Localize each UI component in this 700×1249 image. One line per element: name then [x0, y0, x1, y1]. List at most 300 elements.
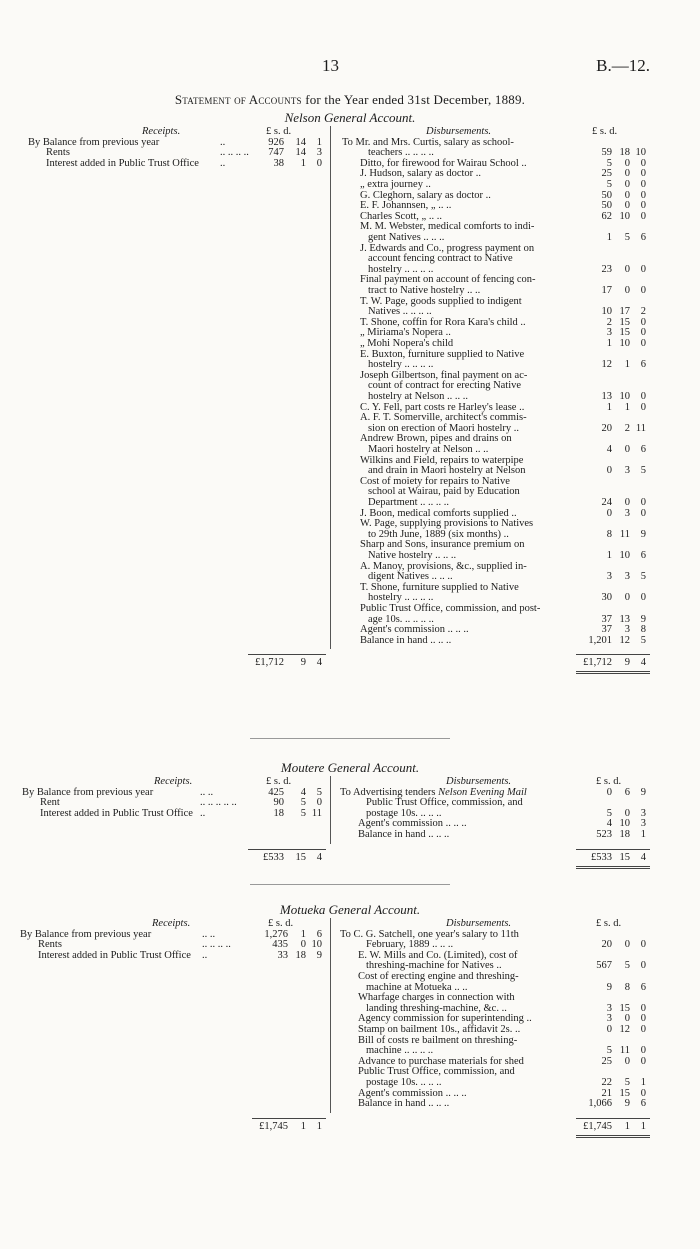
disbursement-line: machine .. .. .. .. — [366, 1045, 434, 1057]
disbursement-pounds: 21 — [601, 1087, 612, 1099]
disbursement-pounds: 17 — [601, 285, 612, 296]
receipt-pounds: 425 — [268, 786, 284, 798]
disbursement-pounds: 1,201 — [588, 634, 612, 646]
receipt-leader: .. .. — [202, 928, 216, 940]
disbursement-line: Native hostelry .. .. .. — [368, 550, 457, 561]
receipt-pence: 0 — [316, 797, 322, 809]
receipt-leader: .. — [220, 157, 226, 169]
disbursement-pence: 0 — [640, 391, 646, 402]
double-rule — [576, 1137, 650, 1138]
receipt-shillings: 18 — [295, 949, 306, 961]
disbursement-pence: 0 — [640, 285, 646, 296]
disbursement-pence: 0 — [640, 592, 646, 604]
disbursement-shillings: 0 — [624, 497, 630, 508]
disbursements-total-pounds: £1,745 — [583, 1120, 612, 1132]
disbursement-pence: 6 — [640, 550, 646, 561]
disbursement-line: postage 10s. .. .. .. — [366, 807, 442, 819]
disbursement-pounds: 0 — [606, 786, 612, 798]
disbursement-pounds: 25 — [601, 168, 612, 180]
disbursement-shillings: 10 — [619, 338, 630, 349]
disbursement-shillings: 15 — [619, 1087, 630, 1099]
disbursement-pence: 9 — [640, 786, 646, 798]
disbursement-pounds: 5 — [606, 179, 612, 190]
disbursement-line: Bill of costs re bailment on threshing- — [358, 1034, 518, 1046]
receipt-label: Interest added in Public Trust Office — [40, 807, 193, 819]
disbursement-pounds: 5 — [606, 157, 612, 169]
disbursement-line: E. F. Johannsen, „ .. .. — [360, 200, 452, 212]
receipt-leader: .. .. — [200, 786, 214, 798]
receipt-pence: 6 — [316, 928, 322, 940]
disbursement-pence: 0 — [640, 263, 646, 275]
disbursement-line: February, 1889 .. .. .. — [366, 939, 454, 951]
disbursement-shillings: 0 — [624, 179, 630, 190]
disbursement-shillings: 0 — [624, 157, 630, 169]
page-title — [0, 92, 700, 108]
disbursement-pence: 0 — [640, 189, 646, 201]
receipt-leader: .. — [220, 136, 226, 148]
disbursement-pence: 0 — [640, 327, 646, 339]
receipts-total-pence: 4 — [316, 851, 322, 863]
receipt-pounds: 926 — [268, 136, 284, 148]
receipt-pounds: 90 — [273, 797, 284, 809]
receipt-label: Interest added in Public Trust Office — [38, 949, 191, 961]
disbursements-lsd-heading: £ s. d. — [596, 776, 622, 787]
disbursement-line: sion on erection of Maori hostelry .. — [368, 422, 520, 434]
receipts-lsd-heading: £ s. d. — [266, 126, 292, 137]
disbursement-pence: 9 — [640, 613, 646, 625]
disbursements-total-pounds: £533 — [591, 851, 612, 863]
double-rule — [576, 673, 650, 674]
disbursement-shillings: 11 — [619, 528, 630, 540]
total-rule — [248, 654, 326, 655]
disbursement-pence: 11 — [635, 422, 646, 434]
receipts-heading: Receipts. — [142, 126, 181, 137]
disbursement-shillings: 10 — [619, 550, 630, 561]
receipt-shillings: 0 — [300, 939, 306, 951]
receipt-shillings: 14 — [295, 136, 306, 148]
receipt-shillings: 4 — [300, 786, 306, 798]
disbursement-line: Advance to purchase materials for shed — [358, 1055, 524, 1067]
disbursement-pence: 0 — [640, 316, 646, 328]
receipt-pence: 9 — [316, 949, 322, 961]
disbursement-line: J. Hudson, salary as doctor .. — [360, 168, 482, 180]
disbursement-pence: 3 — [640, 818, 646, 830]
disbursement-pence: 3 — [640, 807, 646, 819]
disbursement-pounds: 3 — [606, 1002, 612, 1014]
disbursement-pounds: 1 — [606, 550, 612, 561]
disbursement-pounds: 10 — [601, 306, 612, 318]
disbursements-total-shillings: 15 — [619, 851, 630, 863]
receipt-leader: .. — [202, 949, 208, 961]
disbursement-line: Cost of moiety for repairs to Native — [360, 475, 510, 487]
receipt-pence: 10 — [311, 939, 322, 951]
disbursement-pounds: 1 — [606, 232, 612, 243]
disbursement-pounds: 22 — [601, 1077, 612, 1088]
disbursement-line: C. Y. Fell, part costs re Harley's lease .. — [360, 401, 525, 413]
disbursement-line: E. W. Mills and Co. (Limited), cost of — [358, 949, 518, 961]
disbursement-pence: 0 — [640, 507, 646, 519]
disbursement-line: W. Page, supplying provisions to Natives — [360, 518, 534, 530]
disbursement-line: T. Shone, furniture supplied to Native — [360, 581, 519, 593]
receipt-leader: .. .. .. .. — [202, 939, 231, 951]
page-title-rest: for the Year ended 31st December, 1889. — [301, 92, 526, 107]
disbursement-pence: 9 — [640, 528, 646, 540]
receipt-shillings: 1 — [300, 157, 306, 169]
receipt-label: Rents — [38, 939, 62, 951]
disbursement-pounds: 30 — [601, 592, 612, 604]
disbursement-shillings: 0 — [624, 1055, 630, 1067]
receipt-leader: .. .. .. .. — [220, 147, 249, 159]
disbursement-line: Maori hostelry at Nelson .. .. — [368, 444, 489, 455]
disbursement-pence: 0 — [640, 1013, 646, 1025]
page-title-main: Statement of Accounts — [174, 92, 302, 107]
disbursement-pence: 5 — [640, 634, 646, 646]
disbursement-shillings: 3 — [624, 571, 630, 583]
double-rule — [576, 671, 650, 672]
disbursement-line: A. Manoy, provisions, &c., supplied in- — [360, 560, 527, 572]
disbursement-pounds: 0 — [606, 465, 612, 477]
disbursement-line: Balance in hand .. .. .. — [358, 829, 450, 840]
disbursement-pounds: 1 — [606, 401, 612, 413]
page-code: B.—12. — [596, 56, 650, 75]
disbursement-pounds: 523 — [596, 829, 612, 840]
disbursement-shillings: 3 — [624, 465, 630, 477]
disbursement-line: Stamp on bailment 10s., affidavit 2s. .. — [358, 1024, 521, 1035]
receipts-heading: Receipts. — [152, 918, 191, 929]
double-rule — [576, 866, 650, 867]
disbursement-shillings: 12 — [619, 634, 630, 646]
disbursement-line: hostelry at Nelson .. .. .. — [368, 391, 469, 402]
disbursement-shillings: 1 — [624, 401, 630, 413]
receipt-label: Interest added in Public Trust Office — [46, 157, 199, 169]
disbursement-line: Ditto, for firewood for Wairau School .. — [360, 157, 527, 169]
disbursement-shillings: 0 — [624, 263, 630, 275]
disbursement-shillings: 10 — [619, 210, 630, 222]
disbursement-pence: 6 — [640, 1098, 646, 1110]
disbursement-line: landing threshing-machine, &c. .. — [366, 1002, 507, 1014]
disbursements-total-shillings: 1 — [624, 1120, 630, 1132]
newspaper-name: Nelson Evening Mail — [435, 786, 527, 798]
disbursement-line: machine at Motueka .. .. — [366, 981, 468, 993]
column-divider — [330, 776, 331, 844]
disbursement-shillings: 5 — [624, 960, 630, 972]
disbursement-pence: 6 — [640, 981, 646, 993]
disbursement-shillings: 0 — [624, 939, 630, 951]
disbursement-pence: 6 — [640, 232, 646, 243]
disbursement-shillings: 0 — [624, 168, 630, 180]
receipts-total-pounds: £1,745 — [259, 1120, 288, 1132]
disbursement-line: threshing-machine for Natives .. — [366, 960, 502, 972]
disbursement-line: Agent's commission .. .. .. — [358, 1087, 467, 1099]
disbursement-line: Public Trust Office, commission, and — [358, 1066, 515, 1078]
total-rule — [576, 1118, 650, 1119]
receipt-pence: 5 — [316, 786, 322, 798]
motueka-account-title: Motueka General Account. — [279, 902, 421, 917]
disbursement-pounds: 50 — [601, 200, 612, 212]
disbursement-pounds: 5 — [606, 1045, 612, 1057]
disbursement-shillings: 11 — [619, 1045, 630, 1057]
disbursements-heading: Disbursements. — [446, 776, 512, 787]
disbursement-shillings: 0 — [624, 444, 630, 455]
disbursement-pounds: 13 — [601, 391, 612, 402]
disbursement-pence: 6 — [640, 444, 646, 455]
disbursement-line: hostelry .. .. .. .. — [368, 592, 434, 604]
column-divider — [330, 918, 331, 1113]
disbursement-pence: 1 — [640, 829, 646, 840]
disbursement-line: account fencing contract to Native — [368, 253, 513, 265]
receipt-pence: 11 — [311, 807, 322, 819]
receipts-heading: Receipts. — [154, 776, 193, 787]
receipts-lsd-heading: £ s. d. — [266, 776, 292, 787]
disbursement-shillings: 10 — [619, 391, 630, 402]
disbursement-shillings: 18 — [619, 147, 630, 159]
disbursement-pounds: 2 — [606, 316, 612, 328]
disbursement-pence: 8 — [640, 624, 646, 636]
disbursement-line: J. Edwards and Co., progress payment on — [360, 242, 535, 254]
disbursement-pounds: 0 — [606, 1024, 612, 1035]
disbursement-line: Department .. .. .. .. — [368, 497, 450, 508]
disbursement-line: „ extra journey .. — [360, 179, 431, 190]
total-rule — [576, 849, 650, 850]
disbursement-pounds: 4 — [606, 818, 612, 830]
disbursement-shillings: 6 — [624, 786, 630, 798]
receipt-pounds: 33 — [277, 949, 288, 961]
disbursements-heading: Disbursements. — [426, 126, 492, 137]
disbursement-shillings: 2 — [624, 422, 630, 434]
disbursement-pounds: 3 — [606, 571, 612, 583]
disbursement-line: Cost of erecting engine and threshing- — [358, 971, 519, 982]
disbursements-total-shillings: 9 — [624, 657, 630, 669]
disbursement-line: Sharp and Sons, insurance premium on — [360, 539, 525, 551]
disbursement-shillings: 5 — [624, 1077, 630, 1088]
double-rule — [576, 868, 650, 869]
disbursement-pounds: 3 — [606, 1013, 612, 1025]
disbursement-pounds: 37 — [601, 624, 612, 636]
disbursement-pounds: 9 — [606, 981, 612, 993]
disbursement-line: To C. G. Satchell, one year's salary to 11th — [340, 928, 519, 940]
disbursement-pence: 5 — [640, 465, 646, 477]
disbursement-pounds: 12 — [601, 359, 612, 371]
disbursement-pounds: 20 — [601, 939, 612, 951]
disbursement-line: To Mr. and Mrs. Curtis, salary as school- — [342, 136, 514, 148]
disbursement-shillings: 18 — [619, 829, 630, 840]
receipt-pounds: 747 — [268, 147, 284, 159]
disbursement-line: Joseph Gilbertson, final payment on ac- — [360, 369, 528, 381]
disbursement-shillings: 12 — [619, 1024, 630, 1035]
disbursement-pence: 0 — [640, 960, 646, 972]
disbursement-pence: 0 — [640, 338, 646, 349]
disbursement-pence: 0 — [640, 1087, 646, 1099]
disbursement-pounds: 5 — [606, 807, 612, 819]
receipts-total-shillings: 1 — [300, 1120, 306, 1132]
disbursement-pence: 1 — [640, 1077, 646, 1088]
disbursement-shillings: 3 — [624, 624, 630, 636]
disbursement-line: G. Cleghorn, salary as doctor .. — [360, 189, 491, 201]
disbursements-total-pence: 1 — [640, 1120, 646, 1132]
disbursement-pounds: 23 — [601, 263, 612, 275]
disbursement-line: Public Trust Office, commission, and post- — [360, 603, 541, 614]
disbursement-pounds: 1,066 — [588, 1098, 612, 1110]
disbursement-line: Wilkins and Field, repairs to waterpipe — [360, 454, 524, 466]
disbursements-total-pounds: £1,712 — [583, 657, 612, 669]
disbursement-pounds: 8 — [606, 528, 612, 540]
receipt-label: By Balance from previous year — [22, 786, 154, 798]
disbursement-pence: 10 — [635, 147, 646, 159]
disbursement-pence: 0 — [640, 168, 646, 180]
disbursement-shillings: 0 — [624, 200, 630, 212]
disbursement-pounds: 1 — [606, 338, 612, 349]
disbursements-total-pence: 4 — [640, 851, 646, 863]
moutere-account-title: Moutere General Account. — [280, 760, 420, 775]
disbursement-line: M. M. Webster, medical comforts to indi- — [360, 221, 535, 233]
disbursement-line: T. W. Page, goods supplied to indigent — [360, 295, 522, 307]
disbursement-shillings: 0 — [624, 807, 630, 819]
disbursement-line: „ Mohi Nopera's child — [360, 338, 454, 349]
disbursement-pounds: 50 — [601, 189, 612, 201]
disbursement-pence: 5 — [640, 571, 646, 583]
receipts-total-pence: 1 — [316, 1120, 322, 1132]
column-divider — [330, 126, 331, 649]
receipt-pounds: 38 — [273, 157, 284, 169]
disbursement-shillings: 0 — [624, 189, 630, 201]
receipt-label: Rents — [46, 147, 70, 159]
receipt-pounds: 1,276 — [264, 928, 288, 940]
disbursement-line: T. Shone, coffin for Rora Kara's child .. — [360, 316, 526, 328]
total-rule — [252, 1118, 326, 1119]
receipt-leader: .. — [200, 807, 206, 819]
receipt-leader: .. .. .. .. .. — [200, 797, 237, 809]
disbursement-pounds: 37 — [601, 613, 612, 625]
double-rule — [576, 1135, 650, 1136]
disbursement-pounds: 59 — [601, 147, 612, 159]
receipt-shillings: 5 — [300, 807, 306, 819]
disbursement-shillings: 17 — [619, 306, 630, 318]
disbursement-line: To Advertising tenders Nelson Evening Mail — [340, 786, 527, 798]
disbursement-pence: 0 — [640, 1045, 646, 1057]
receipt-pounds: 435 — [272, 939, 288, 951]
disbursement-line: gent Natives .. .. .. — [368, 232, 445, 243]
disbursement-pence: 0 — [640, 1024, 646, 1035]
disbursement-shillings: 0 — [624, 285, 630, 296]
receipt-shillings: 14 — [295, 147, 306, 159]
disbursement-line: Final payment on account of fencing con- — [360, 274, 536, 286]
disbursement-line: A. F. T. Somerville, architect's commis- — [360, 412, 527, 424]
disbursement-line: E. Buxton, furniture supplied to Native — [360, 348, 525, 360]
receipt-label: By Balance from previous year — [20, 928, 152, 940]
total-rule — [248, 849, 326, 850]
disbursement-pence: 0 — [640, 157, 646, 169]
disbursement-line: Charles Scott, „ .. .. — [360, 210, 442, 222]
disbursements-heading: Disbursements. — [446, 918, 512, 929]
disbursement-pounds: 567 — [596, 960, 612, 972]
disbursement-pounds: 0 — [606, 507, 612, 519]
disbursement-pence: 0 — [640, 200, 646, 212]
disbursement-shillings: 13 — [619, 613, 630, 625]
disbursement-pence: 0 — [640, 401, 646, 413]
disbursement-pence: 2 — [640, 306, 646, 318]
page-number: 13 — [322, 56, 339, 75]
disbursement-shillings: 1 — [624, 359, 630, 371]
disbursement-pounds: 20 — [601, 422, 612, 434]
receipt-pounds: 18 — [273, 807, 284, 819]
disbursement-line: Natives .. .. .. .. — [368, 306, 432, 318]
disbursement-pence: 0 — [640, 210, 646, 222]
disbursement-shillings: 15 — [619, 327, 630, 339]
disbursement-line: digent Natives .. .. .. — [368, 571, 453, 583]
disbursements-lsd-heading: £ s. d. — [596, 918, 622, 929]
receipts-total-shillings: 9 — [300, 657, 306, 669]
disbursement-shillings: 0 — [624, 1013, 630, 1025]
disbursement-line: and drain in Maori hostelry at Nelson — [368, 465, 526, 477]
disbursement-shillings: 0 — [624, 592, 630, 604]
disbursement-shillings: 8 — [624, 981, 630, 993]
nelson-account-title: Nelson General Account. — [284, 110, 416, 125]
receipts-lsd-heading: £ s. d. — [268, 918, 294, 929]
disbursement-pence: 0 — [640, 1002, 646, 1014]
disbursement-line: count of contract for erecting Native — [368, 380, 522, 392]
disbursement-line: Balance in hand .. .. .. — [360, 634, 452, 646]
disbursement-pence: 0 — [640, 1055, 646, 1067]
disbursement-line: school at Wairau, paid by Education — [368, 486, 520, 498]
disbursement-line: „ Miriama's Nopera .. — [360, 327, 451, 339]
receipts-total-pounds: £1,712 — [255, 657, 284, 669]
disbursement-line: tract to Native hostelry .. .. — [368, 285, 481, 296]
disbursement-line: hostelry .. .. .. .. — [368, 263, 434, 275]
disbursement-line: Agency commission for superintending .. — [358, 1013, 532, 1025]
disbursement-shillings: 10 — [619, 818, 630, 830]
disbursement-line: to 29th June, 1889 (six months) .. — [368, 528, 509, 540]
disbursement-shillings: 15 — [619, 316, 630, 328]
disbursement-line: age 10s. .. .. .. .. — [368, 613, 434, 625]
disbursement-line: Wharfage charges in connection with — [358, 992, 515, 1004]
disbursement-line: Andrew Brown, pipes and drains on — [360, 433, 512, 445]
receipt-pence: 3 — [316, 147, 322, 159]
disbursement-pence: 0 — [640, 179, 646, 190]
disbursement-pounds: 24 — [601, 497, 612, 508]
disbursement-line: J. Boon, medical comforts supplied .. — [360, 507, 517, 519]
disbursement-pounds: 3 — [606, 327, 612, 339]
receipt-label: Rent — [40, 797, 60, 809]
receipt-pence: 1 — [316, 136, 322, 148]
disbursement-line: postage 10s. .. .. .. — [366, 1077, 442, 1088]
disbursement-pounds: 62 — [601, 210, 612, 222]
disbursement-shillings: 5 — [624, 232, 630, 243]
disbursement-pence: 6 — [640, 359, 646, 371]
disbursements-total-pence: 4 — [640, 657, 646, 669]
disbursement-shillings: 9 — [624, 1098, 630, 1110]
receipt-label: By Balance from previous year — [28, 136, 160, 148]
disbursement-shillings: 3 — [624, 507, 630, 519]
receipt-shillings: 1 — [300, 928, 306, 940]
receipt-pence: 0 — [316, 157, 322, 169]
receipts-total-pounds: £533 — [263, 851, 284, 863]
disbursement-line: Agent's commission .. .. .. — [358, 818, 467, 830]
separator-rule — [250, 738, 450, 739]
total-rule — [576, 654, 650, 655]
disbursement-line: hostelry .. .. .. .. — [368, 359, 434, 371]
disbursement-pounds: 4 — [606, 444, 612, 455]
disbursement-pence: 0 — [640, 939, 646, 951]
disbursement-pounds: 25 — [601, 1055, 612, 1067]
receipts-total-shillings: 15 — [295, 851, 306, 863]
disbursement-line: Balance in hand .. .. .. — [358, 1098, 450, 1110]
receipts-total-pence: 4 — [316, 657, 322, 669]
disbursement-line: Agent's commission .. .. .. — [360, 624, 469, 636]
disbursements-lsd-heading: £ s. d. — [592, 126, 618, 137]
disbursement-pence: 0 — [640, 497, 646, 508]
separator-rule — [250, 884, 450, 885]
receipt-shillings: 5 — [300, 797, 306, 809]
